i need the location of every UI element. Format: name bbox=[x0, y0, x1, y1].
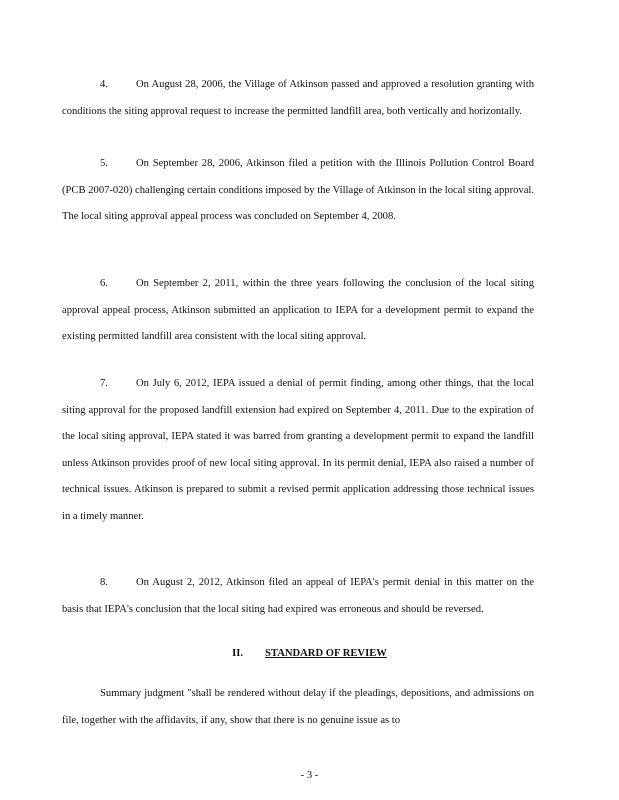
paragraph-4 bbox=[62, 72, 534, 125]
section-roman-numeral: II. bbox=[232, 648, 244, 659]
paragraph-number: 5. bbox=[100, 158, 108, 169]
paragraph-number: 7. bbox=[100, 378, 108, 389]
closing-paragraph-text: Summary judgment "shall be rendered without delay if the pleadings, depositions, and admissions on file, together with the affidavits, if any, show that there is no genuine issue as to bbox=[62, 688, 534, 726]
paragraph-6 bbox=[62, 271, 534, 351]
paragraph-text: On September 2, 2011, within the three years following the conclusion of the local siting approval appeal process, Atkinson submitted an application to IEPA for a development permit to expand the existing permitted landfill area consistent with the local siting approval. bbox=[62, 278, 534, 342]
paragraph-7 bbox=[62, 371, 534, 530]
section-title: STANDARD OF REVIEW bbox=[265, 648, 387, 659]
paragraph-8 bbox=[62, 570, 534, 623]
paragraph-number: 8. bbox=[100, 577, 108, 588]
paragraph-text: On August 2, 2012, Atkinson filed an appeal of IEPA's permit denial in this matter on the basis that IEPA's conclusion that the local siting had expired was erroneous and should be reversed. bbox=[62, 577, 534, 615]
section-heading bbox=[0, 648, 619, 659]
paragraph-number: 6. bbox=[100, 278, 108, 289]
paragraph-text: On August 28, 2006, the Village of Atkinson passed and approved a resolution granting with conditions the siting approval request to increase the permitted landfill area, both vertically and horizontally. bbox=[62, 79, 534, 117]
paragraph-number: 4. bbox=[100, 79, 108, 90]
paragraph-text: On July 6, 2012, IEPA issued a denial of permit finding, among other things, that the local siting approval for the proposed landfill extension had expired on September 4, 2011. Due to the expiration of the local siting approval, IEPA stated it was barred from granting a development permit to expand the landfill unless Atkinson provides proof of new local siting approval. In its permit denial, IEPA also raised a number of technical issues. Atkinson is prepared to submit a revised permit application addressing those technical issues in a timely manner. bbox=[62, 378, 534, 522]
paragraph-5 bbox=[62, 151, 534, 231]
closing-paragraph bbox=[62, 681, 534, 734]
page-number: - 3 - bbox=[300, 770, 319, 781]
paragraph-text: On September 28, 2006, Atkinson filed a petition with the Illinois Pollution Control Board (PCB 2007-020) challenging certain conditions imposed by the Village of Atkinson in the local siting approval. The local siting approval appeal process was concluded on September 4, 2008. bbox=[62, 158, 534, 222]
